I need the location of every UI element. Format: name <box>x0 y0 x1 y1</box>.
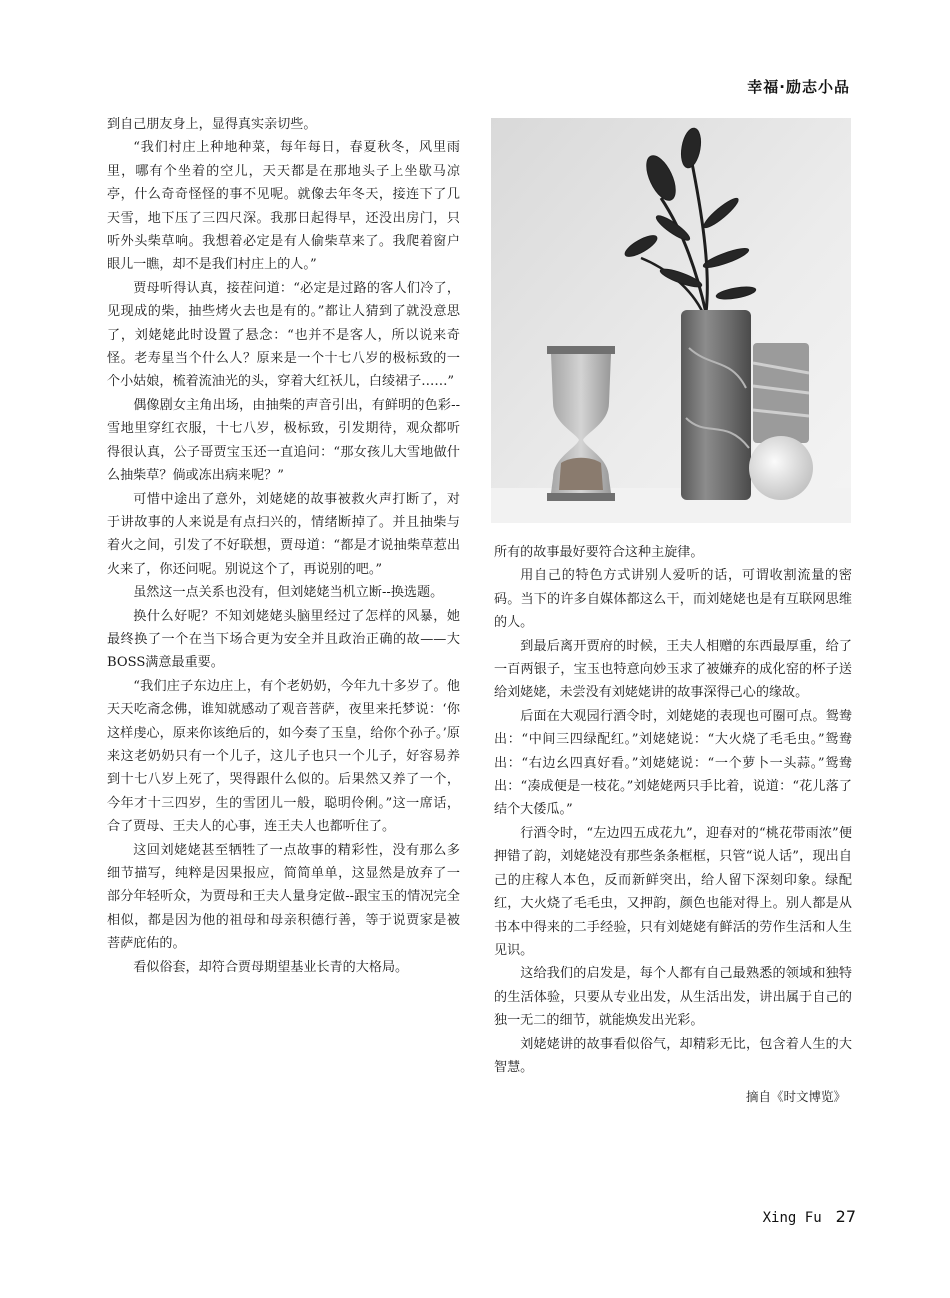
still-life-photo <box>491 118 851 523</box>
paragraph: 后面在大观园行酒令时，刘姥姥的表现也可圈可点。鸳鸯出：“中间三四绿配红。”刘姥姥说：“大火烧了毛毛虫。”鸳鸯出：“右边幺四真好看。”刘姥姥说：“一个萝卜一头蒜。”鸳鸯出：“凑成便是一枝花。”刘姥姥两只手比着，说道：“花儿落了结个大倭瓜。” <box>494 708 852 818</box>
paragraph: 偶像剧女主角出场，由抽柴的声音引出，有鲜明的色彩--雪地里穿红衣服，十七八岁，极标致，引发期待，观众都听得很认真，公子哥贾宝玉还一直追问：“那女孩儿大雪地做什么抽柴草？倘或冻出病来呢？” <box>107 397 460 484</box>
paragraph: 所有的故事最好要符合这种主旋律。 <box>494 545 704 560</box>
magazine-name: Xing Fu <box>762 1210 822 1226</box>
paragraph: 到最后离开贾府的时候，王夫人相赠的东西最厚重，给了一百两银子，宝玉也特意向妙玉求了被嫌弃的成化窑的杯子送给刘姥姥，未尝没有刘姥姥讲的故事深得己心的缘故。 <box>494 638 852 701</box>
paragraph: 这回刘姥姥甚至牺牲了一点故事的精彩性，没有那么多细节描写，纯粹是因果报应，简简单单，这显然是放弃了一部分年轻听众，为贾母和王夫人量身定做--跟宝玉的情况完全相似，都是因为他的祖母和母亲积德行善，等于说贾家是被菩萨庇佑的。 <box>107 842 460 952</box>
paragraph: 刘姥姥讲的故事看似俗气，却精彩无比，包含着人生的大智慧。 <box>494 1036 852 1075</box>
page-footer <box>763 1207 856 1226</box>
section-header: 幸福·励志小品 <box>747 78 850 96</box>
paragraph: 行酒令时，“左边四五成花九”，迎春对的“桃花带雨浓”便押错了韵，刘姥姥没有那些条条框框，只管“说人话”，现出自己的庄稼人本色，反而新鲜突出，给人留下深刻印象。绿配红，大火烧了毛毛虫，又押韵，颜色也能对得上。别人都是从书本中得来的二手经验，只有刘姥姥有鲜活的劳作生活和人生见识。 <box>494 825 852 958</box>
paragraph: “我们庄子东边庄上，有个老奶奶，今年九十多岁了。他天天吃斋念佛，谁知就感动了观音菩萨，夜里来托梦说：‘你这样虔心，原来你该绝后的，如今奏了玉皇，给你个孙子。’原来这老奶奶只有一个儿子，这儿子也只一个儿子，好容易养到十七八岁上死了，哭得跟什么似的。后果然又养了一个，今年才十三四岁，生的雪团儿一般，聪明伶俐。”这一席话，合了贾母、王夫人的心事，连王夫人也都听住了。 <box>107 678 460 835</box>
paragraph: 贾母听得认真，接茬问道：“必定是过路的客人们冷了，见现成的柴，抽些烤火去也是有的。”都让人猜到了就没意思了，刘姥姥此时设置了悬念：“也并不是客人，所以说来奇怪。老寿星当个什么人？原来是一个十七八岁的极标致的一个小姑娘，梳着流油光的头，穿着大红袄儿，白绫裙子……” <box>107 280 460 390</box>
paragraph: 用自己的特色方式讲别人爱听的话，可谓收割流量的密码。当下的许多自媒体都这么干，而刘姥姥也是有互联网思维的人。 <box>494 568 852 631</box>
left-column <box>107 113 460 979</box>
paragraph: 可惜中途出了意外，刘姥姥的故事被救火声打断了，对于讲故事的人来说是有点扫兴的，情绪断掉了。并且抽柴与着火之间，引发了不好联想，贾母道：“都是才说抽柴草惹出火来了，你还问呢。别说这个了，再说别的吧。” <box>107 491 460 577</box>
page-number: 27 <box>835 1207 856 1226</box>
paragraph: 换什么好呢？不知刘姥姥头脑里经过了怎样的风暴，她最终换了一个在当下场合更为安全并且政治正确的故——大BOSS满意最重要。 <box>107 608 460 671</box>
paragraph: 看似俗套，却符合贾母期望基业长青的大格局。 <box>133 959 409 975</box>
paragraph: 虽然这一点关系也没有，但刘姥姥当机立断--换选题。 <box>133 585 444 601</box>
paragraph: 到自己朋友身上，显得真实亲切些。 <box>107 117 317 132</box>
right-column <box>494 541 852 1109</box>
paragraph: 这给我们的启发是，每个人都有自己最熟悉的领域和独特的生活体验，只要从专业出发，从生活出发，讲出属于自己的独一无二的细节，就能焕发出光彩。 <box>494 966 852 1029</box>
paragraph: “我们村庄上种地种菜，每年每日，春夏秋冬，风里雨里，哪有个坐着的空儿，天天都是在那地头子上坐歇马凉亭，什么奇奇怪怪的事不见呢。就像去年冬天，接连下了几天雪，地下压了三四尺深。我那日起得早，还没出房门，只听外头柴草响。我想着必定是有人偷柴草来了。我爬着窗户眼儿一瞧，却不是我们村庄上的人。” <box>107 140 460 273</box>
source-citation: 摘自《时文博览》 <box>745 1089 846 1105</box>
